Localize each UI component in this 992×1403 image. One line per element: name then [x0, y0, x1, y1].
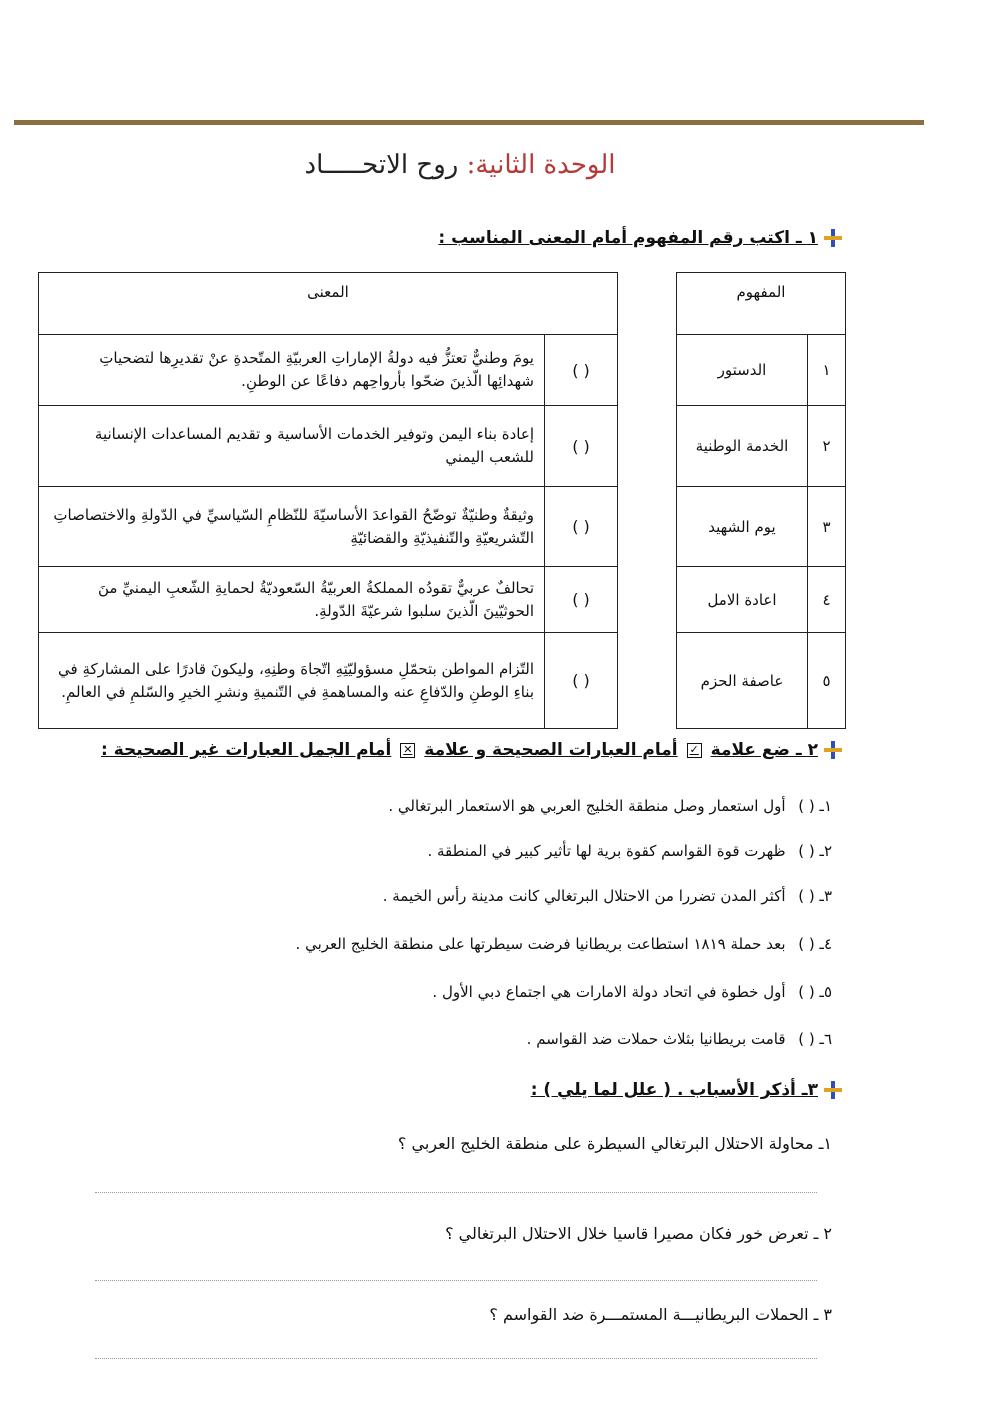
check-box-icon: ✓	[687, 743, 702, 758]
concept-header: المفهوم	[677, 273, 846, 335]
section3-heading	[531, 1080, 842, 1100]
concept-number: ٥	[808, 633, 846, 729]
section1-heading	[438, 228, 842, 248]
tf-statement: أول استعمار وصل منطقة الخليج العربي هو الاستعمار البرتغالي .	[388, 797, 786, 815]
unit-title	[300, 150, 620, 180]
section2-title-b: أمام العبارات الصحيحة و علامة	[424, 740, 678, 760]
tf-answer-paren[interactable]: ١ـ ( )	[798, 797, 832, 815]
answer-paren[interactable]: ( )	[545, 633, 618, 729]
section1-title: ١ ـ اكتب رقم المفهوم أمام المعنى المناسب :	[438, 228, 818, 248]
meaning-row	[39, 335, 618, 406]
section2-heading	[101, 740, 842, 760]
meaning-row	[39, 487, 618, 567]
reason-question: ٢ ـ تعرض خور فكان مصيرا قاسيا خلال الاحتلال البرتغالي ؟	[445, 1224, 832, 1243]
meaning-header: المعنى	[39, 273, 618, 335]
concept-name: الخدمة الوطنية	[677, 406, 808, 487]
meaning-text: يومَ وطنيٌّ تعتزُّ فيه دولةُ الإماراتِ العربيّةِ المتّحدةِ عنْ تقديرِها لتضحياتِ شهدائِها الّذينَ ضحّوا بأرواحِهم دفاعًا عن الوطنِ.	[39, 335, 545, 406]
meaning-text: تحالفٌ عربيٌّ تقودُه المملكةُ العربيّةُ السّعوديّةُ لحمايةِ الشّعبِ اليمنيِّ منَ الحوثيّينَ الّذينَ سلبوا شرعيّةَ الدّولةِ.	[39, 567, 545, 633]
concept-table	[676, 272, 846, 729]
concept-number: ٤	[808, 567, 846, 633]
meaning-row	[39, 406, 618, 487]
x-box-icon: ✕	[400, 743, 415, 758]
meaning-text: وثيقةٌ وطنيّةٌ توضّحُ القواعدَ الأساسيّةَ للنّظامِ السّياسيِّ في الدّولةِ والاختصاصاتِ التّشريعيّةِ والتّنفيذيّةِ والقضائيّةِ	[39, 487, 545, 567]
section2-title-c: أمام الجمل العبارات غير الصحيحة :	[101, 740, 392, 760]
tf-statement: قامت بريطانيا بثلاث حملات ضد القواسم .	[526, 1030, 786, 1048]
concept-row	[677, 567, 846, 633]
tf-item[interactable]	[383, 887, 832, 905]
concept-name: عاصفة الحزم	[677, 633, 808, 729]
meaning-text: إعادة بناء اليمن وتوفير الخدمات الأساسية و تقديم المساعدات الإنسانية للشعب اليمني	[39, 406, 545, 487]
answer-line[interactable]	[95, 1192, 817, 1193]
concept-row	[677, 487, 846, 567]
tf-statement: بعد حملة ١٨١٩ استطاعت بريطانيا فرضت سيطرتها على منطقة الخليج العربي .	[295, 935, 786, 953]
answer-line[interactable]	[95, 1358, 817, 1359]
unit-title-part1: الوحدة الثانية:	[466, 150, 616, 180]
answer-paren[interactable]: ( )	[545, 567, 618, 633]
tf-answer-paren[interactable]: ٦ـ ( )	[798, 1030, 832, 1048]
concept-name: اعادة الامل	[677, 567, 808, 633]
tf-item[interactable]	[388, 797, 832, 815]
concept-number: ٢	[808, 406, 846, 487]
tf-item[interactable]	[427, 842, 832, 860]
meaning-table	[38, 272, 618, 729]
meaning-text: التّزام المواطن بتحمّلِ مسؤوليّتِهِ اتّجاهَ وطنِهِ، وليكونَ قادرًا على المشاركةِ في بناءِ الوطنِ والدّفاعِ عنه والمساهمةِ في التّنميةِ ونشرِ الخيرِ والسّلمِ في العالمِ.	[39, 633, 545, 729]
answer-paren[interactable]: ( )	[545, 335, 618, 406]
tf-statement: أكثر المدن تضررا من الاحتلال البرتغالي كانت مدينة رأس الخيمة .	[382, 887, 786, 905]
tf-item[interactable]	[432, 983, 832, 1001]
section2-title-a: ٢ ـ ضع علامة	[710, 740, 818, 760]
bullet-icon	[824, 1081, 842, 1099]
concept-number: ١	[808, 335, 846, 406]
tf-answer-paren[interactable]: ٣ـ ( )	[798, 887, 832, 905]
concept-name: يوم الشهيد	[677, 487, 808, 567]
tf-item[interactable]	[296, 935, 832, 953]
tf-answer-paren[interactable]: ٤ـ ( )	[798, 935, 832, 953]
section3-title: ٣ـ أذكر الأسباب . ( علل لما يلي ) :	[530, 1080, 818, 1100]
top-rule	[14, 120, 924, 125]
tf-statement: أول خطوة في اتحاد دولة الامارات هي اجتماع دبي الأول .	[432, 983, 786, 1001]
bullet-icon	[824, 229, 842, 247]
reason-question: ١ـ محاولة الاحتلال البرتغالي السيطرة على منطقة الخليج العربي ؟	[397, 1134, 832, 1153]
concept-number: ٣	[808, 487, 846, 567]
concept-row	[677, 406, 846, 487]
tf-answer-paren[interactable]: ٢ـ ( )	[798, 842, 832, 860]
answer-paren[interactable]: ( )	[545, 487, 618, 567]
bullet-icon	[824, 741, 842, 759]
answer-line[interactable]	[95, 1280, 817, 1281]
tf-answer-paren[interactable]: ٥ـ ( )	[798, 983, 832, 1001]
meaning-row	[39, 633, 618, 729]
answer-paren[interactable]: ( )	[545, 406, 618, 487]
tf-statement: ظهرت قوة القواسم كقوة برية لها تأثير كبير في المنطقة .	[427, 842, 786, 860]
concept-row	[677, 633, 846, 729]
unit-title-part2: روح الاتحـــــاد	[304, 150, 459, 180]
concept-row	[677, 335, 846, 406]
tf-item[interactable]	[527, 1030, 832, 1048]
concept-name: الدستور	[677, 335, 808, 406]
meaning-row	[39, 567, 618, 633]
reason-question: ٣ ـ الحملات البريطانيـــة المستمـــرة ضد القواسم ؟	[489, 1305, 832, 1324]
